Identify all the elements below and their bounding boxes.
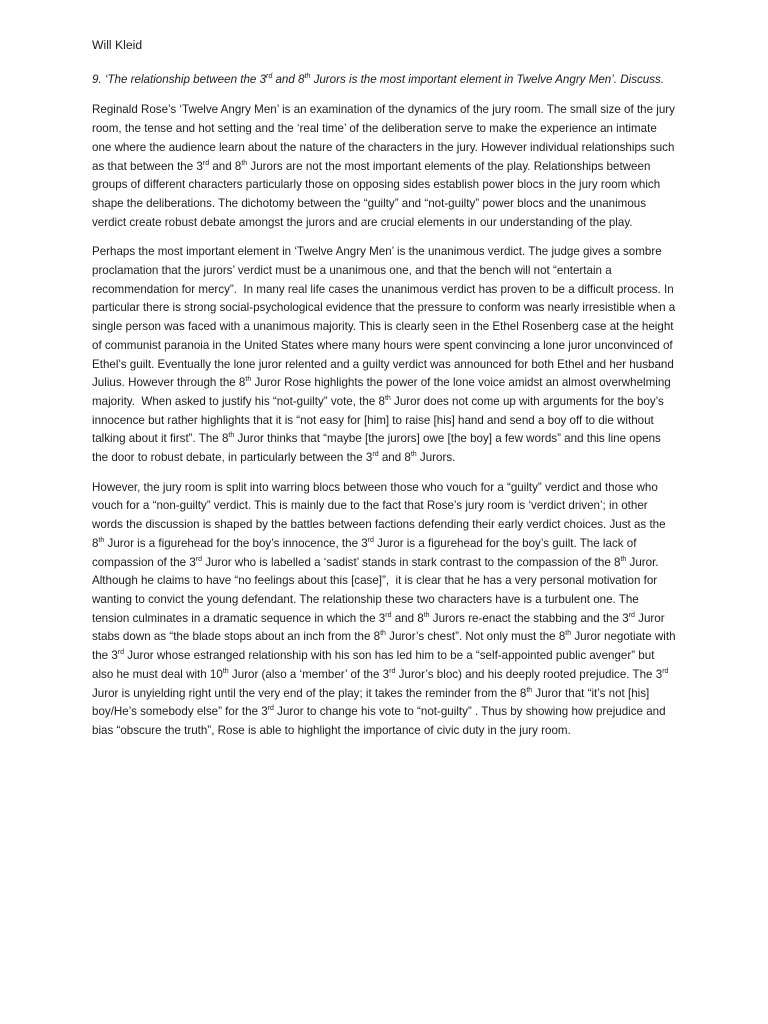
essay-question: 9. ‘The relationship between the 3rd and 8th Jurors is the most important element in Twelve Angry Men’. Discuss. [92, 73, 665, 86]
author-name: Will Kleid [92, 38, 143, 52]
paragraph-1: Reginald Rose’s ‘Twelve Angry Men’ is an examination of the dynamics of the jury room. The small size of the jury room, the tense and hot setting and the ‘real time’ of the deliberation serve to make the experience an intimate one where the audience learn about the nature of the characters in the jury. However individual relationships such as that between the 3rd and 8th Jurors are not the most important elements of the play. Relationships between groups of different characters particularly those on opposing sides establish power blocs in the jury room which shape the deliberations. The dichotomy between the “guilty” and “not-guilty” power blocs and the unanimous verdict create robust debate amongst the jurors and are crucial elements in our understanding of the play. [92, 103, 675, 229]
paragraph-3: However, the jury room is split into warring blocs between those who vouch for a “guilty” verdict and those who vouch for a “non-guilty” verdict. This is mainly due to the fact that Rose’s jury room is ‘verdict driven’; in other words the discussion is shaped by the battles between factions defending their early verdict choices. Just as the 8th Juror is a figurehead for the boy’s innocence, the 3rd Juror is a figurehead for the boy’s guilt. The lack of compassion of the 3rd Juror who is labelled a ‘sadist’ stands in stark contrast to the compassion of the 8th Juror. Although he claims to have “no feelings about this [case]”, it is clear that he has a very personal motivation for wanting to convict the young defendant. The relationship these two characters have is a turbulent one. The tension culminates in a dramatic sequence in which the 3rd and 8th Jurors re-enact the stabbing and the 3rd Juror stabs down as “the blade stops about an inch from the 8th Juror’s chest”. Not only must the 8th Juror negotiate with the 3rd Juror whose estranged relationship with his son has led him to be a “self-appointed public avenger” but also he must deal with 10th Juror (also a ‘member’ of the 3rd Juror’s bloc) and his deeply rooted prejudice. The 3rd Juror is unyielding right until the very end of the play; it takes the reminder from the 8th Juror that “it’s not [his] boy/He’s somebody else” for the 3rd Juror to change his vote to “not-guilty” . Thus by showing how prejudice and bias “obscure the truth”, Rose is able to highlight the importance of civic duty in the jury room. [92, 480, 676, 737]
paragraph-2: Perhaps the most important element in ‘Twelve Angry Men’ is the unanimous verdict. The judge gives a sombre proclamation that the jurors’ verdict must be a unanimous one, and that the bench will not “entertain a recommendation for mercy”. In many real life cases the unanimous verdict has proven to be a difficult process. In particular there is strong social-psychological evidence that the pressure to conform was nearly irresistible when a single person was faced with a unanimous majority. This is clearly seen in the Ethel Rosenberg case at the height of communist paranoia in the United States where many hours were spent convincing a lone juror unconvinced of Ethel’s guilt. Eventually the lone juror relented and a guilty verdict was announced for both Ethel and her husband Julius. However through the 8th Juror Rose highlights the power of the lone voice amidst an almost overwhelming majority. When asked to justify his “not-guilty” vote, the 8th Juror does not come up with arguments for the boy’s innocence but rather highlights that it is “not easy for [him] to raise [his] hand and send a boy off to die without talking about it first”. The 8th Juror thinks that “maybe [the jurors] owe [the boy] a few words” and this line opens the door to robust debate, in particularly between the 3rd and 8th Jurors. [92, 245, 676, 465]
